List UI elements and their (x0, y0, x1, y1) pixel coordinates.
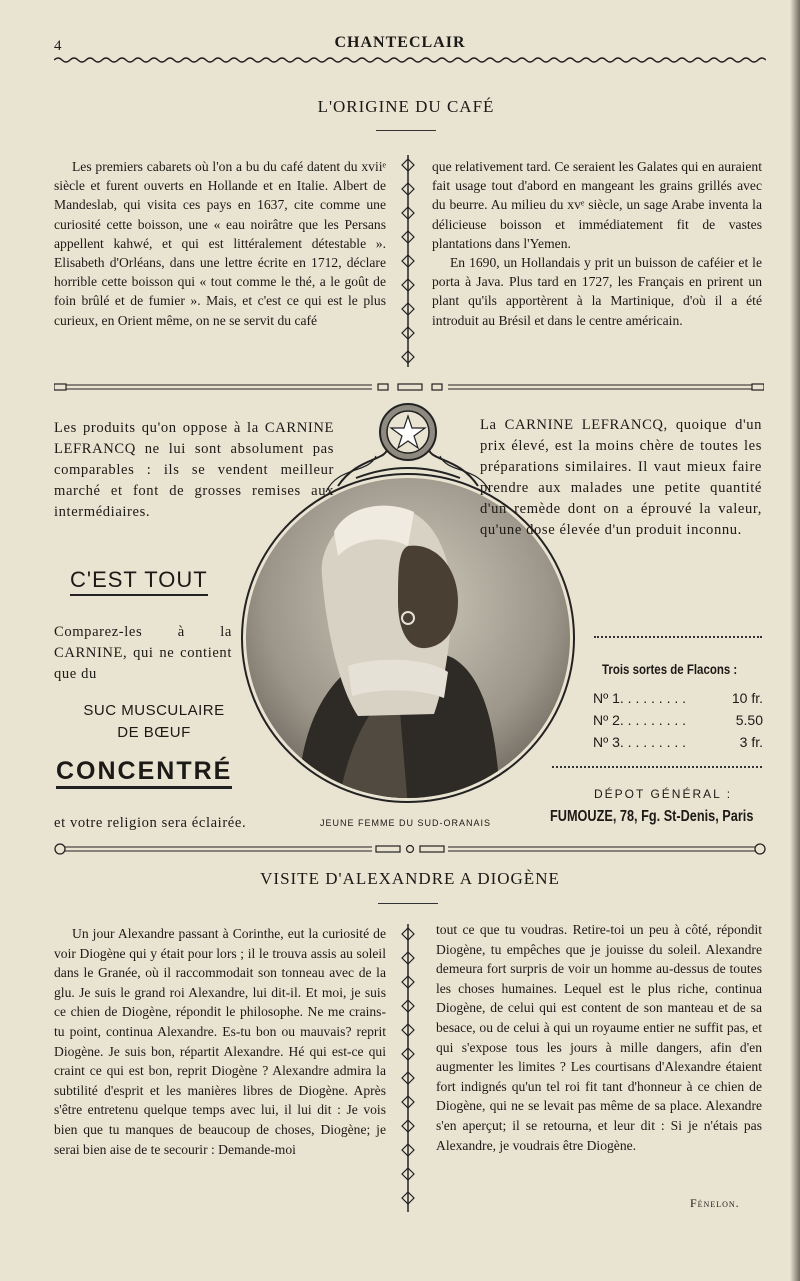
price-row (593, 690, 763, 706)
price-label: Nº 2. . . . . . . . . (593, 712, 687, 728)
journal-title: CHANTECLAIR (334, 34, 466, 51)
article-title-diogene: VISITE D'ALEXANDRE A DIOGÈNE (260, 869, 560, 888)
paragraph: que relativement tard. Ce seraient les Galates qui en auraient fait usage tout d'abord en mangeant les grains grillés avec du beurre. Au milieu du xvᵉ siècle, un sage Arabe inventa la délicieuse boisson et immédiatement fit de vastes plantations dans l'Yemen. (432, 159, 762, 251)
ad-cest-tout: C'EST TOUT (70, 567, 208, 596)
section-divider (54, 380, 764, 394)
paragraph: Un jour Alexandre passant à Corinthe, eut la curiosité de voir Diogène qui y était pour lors ; il le trouva assis au soleil dans le Granée, où il raccommodait son tonneau avec de la glu. Je suis le grand roi Alexandre, lui dit-il. Et moi, je suis ce chien de Diogène, répondit le philosophe. Ne me crains-tu point, continua Alexandre. Es-tu bon ou mauvais? reprit Diogène. Je suis bon, répartit Alexandre. Hé qui est-ce qui craint ce qui est bon, reprit Diogène ? Alexandre admira la subtilité d'esprit et les manières libres de Diogène. Après s'être entretenu quelque temps avec lui, il lui dit : Je vois bien que tu manques de beaucoup de choses, Diogène; je serai bien aise de te secourir : Demande-moi (54, 926, 386, 1157)
page-number: 4 (54, 38, 62, 54)
article-cafe-right-column (432, 157, 762, 330)
article-diogene-left-column (54, 924, 386, 1159)
section-divider (54, 842, 766, 856)
price-row (593, 712, 763, 728)
article-author: Fénelon. (690, 1196, 740, 1210)
ad-concentre-wrap (56, 757, 232, 786)
ad-cest-tout-wrap (70, 567, 208, 593)
price-label: Nº 1. . . . . . . . . (593, 690, 687, 706)
flacons-title: Trois sortes de Flacons : (602, 661, 738, 677)
title-rule (378, 903, 438, 904)
paragraph: Les premiers cabarets où l'on a bu du café datent du xviiᵉ siècle et furent ouverts en Hollande et en Italie. Albert de Mandeslab, qui visita ces pays en 1637, cite comme une curiosité cette boisson, une « eau noirâtre que les Persans appellent kahwé, et qui est littéralement détestable ». Elisabeth d'Orléans, dans une lettre écrite en 1712, déclare horrible cette boisson qui « tout comme le thé, a le goût de foin brûlé et de fumier ». Mais, et c'est ce qui est le plus curieux, en Orient même, on ne se servit du café (54, 159, 386, 328)
paragraph: tout ce que tu voudras. Retire-toi un peu à côté, répondit Diogène, tu empêches que je jouisse du soleil. Alexandre demeura fort surpris de voir un homme au-dessus de toutes les choses humaines. Lequel est le plus riche, continua Diogène, de celui qui est content de son manteau et de sa besace, ou de celui à qui un royaume entier ne suffit pas, et qui s'expose tous les jours à mille dangers, afin d'en augmenter les limites ? Les courtisans d'Alexandre étaient fort indignés qu'un tel roi fit tant d'honneur à ce chien de Diogène, qui ne se levait pas même de sa place. Alexandre s'en aperçut; il se retourna, et leur dit : Si je n'étais pas Alexandre, je voudrais être Diogène. (436, 922, 762, 1153)
ad-suc-block (54, 700, 254, 744)
dotted-rule (594, 636, 762, 638)
paragraph: En 1690, un Hollandais y prit un buisson de caféier et le porta à Java. Plus tard en 1727, les Français en prirent un plant qu'ils apportèrent à la Martinique, d'où il a été introduit au Brésil et dans le centre américain. (432, 255, 762, 328)
header-wavy-rule (54, 54, 766, 66)
article-cafe-left-column (54, 157, 386, 330)
price-label: Nº 3. . . . . . . . . (593, 734, 687, 750)
price-row (593, 734, 763, 750)
page-edge-shadow (790, 0, 800, 1281)
ad-suc-line-2: DE BŒUF (117, 724, 191, 741)
price-value: 5.50 (735, 712, 763, 728)
dotted-rule (552, 766, 762, 768)
vertical-ornament (398, 924, 418, 1212)
title-rule (376, 130, 436, 131)
depot-label: DÉPOT GÉNÉRAL : (594, 787, 733, 801)
price-list (593, 690, 763, 750)
ad-intro-text: Les produits qu'on oppose à la CARNINE LEFRANCQ ne lui sont absolument pas comparables : ils se vendent meilleur marché et font de grosses remises aux intermédiaires. (54, 420, 334, 520)
ad-right-text: La CARNINE LEFRANCQ, quoique d'un prix élevé, est la moins chère de toutes les préparations similaires. Il vaut mieux faire prendre aux malades une petite quantité d'un remède dont on a éprouvé la valeur, qu'une dose élevée d'un produit inconnu. (480, 417, 762, 538)
vertical-ornament (398, 155, 418, 367)
article-title-cafe: L'ORIGINE DU CAFÉ (317, 97, 495, 116)
article-diogene-right-column (436, 920, 762, 1155)
ad-concentre: CONCENTRÉ (56, 757, 232, 789)
price-value: 3 fr. (739, 734, 763, 750)
ad-suc-line-1: SUC MUSCULAIRE (83, 702, 225, 719)
depot-address: FUMOUZE, 78, Fg. St-Denis, Paris (550, 808, 754, 825)
price-value: 10 fr. (731, 690, 763, 706)
portrait-caption: JEUNE FEMME DU SUD-ORANAIS (320, 818, 492, 828)
ad-religion-text: et votre religion sera éclairée. (54, 815, 247, 831)
ad-compare-text: Comparez-les à la CARNINE, qui ne contient que du (54, 624, 232, 682)
